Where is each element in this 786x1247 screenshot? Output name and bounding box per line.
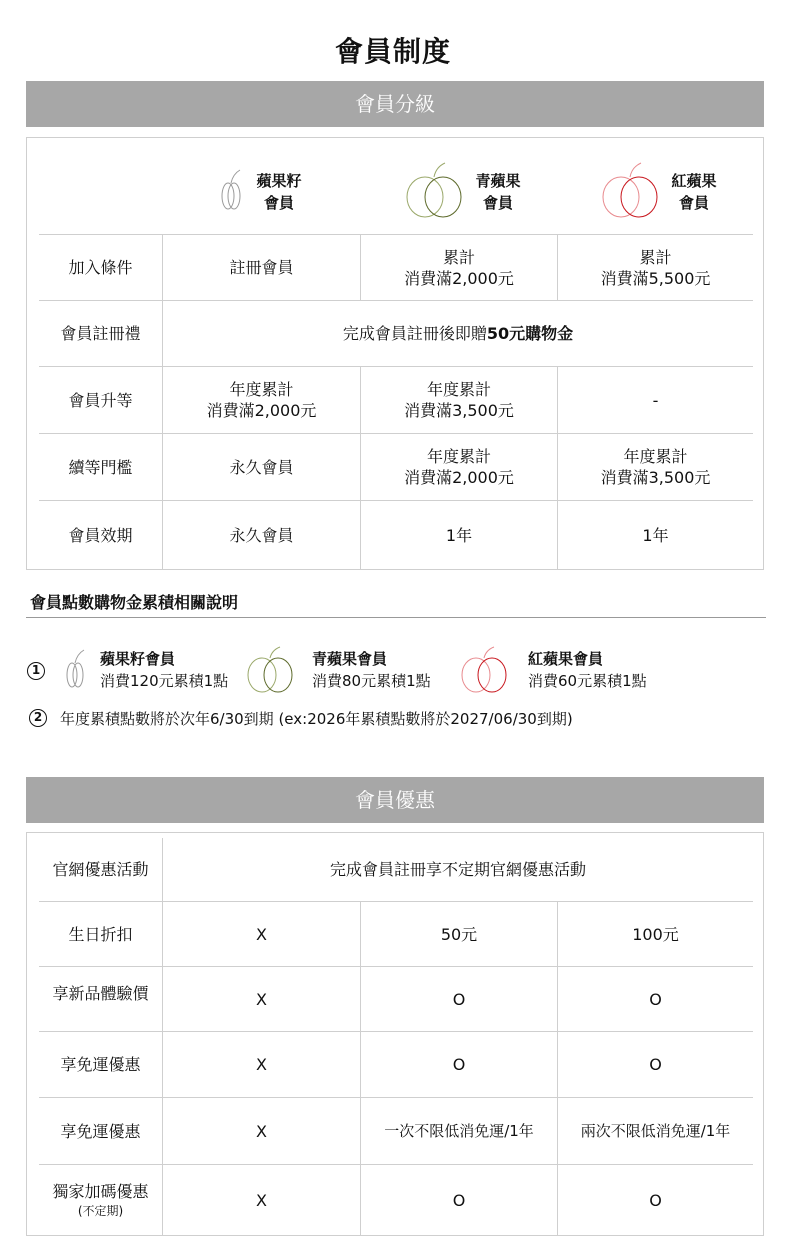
benefits-section-bar	[26, 777, 764, 823]
green-apple-icon	[244, 645, 300, 695]
cell-red: 累計 消費滿5,500元	[557, 235, 753, 300]
row-label-note: (不定期)	[77, 1203, 124, 1218]
cell-green: 1年	[360, 501, 557, 569]
row-label: 官網優惠活動	[39, 838, 163, 901]
cell-seed: X	[256, 1121, 267, 1141]
tier-row-validity	[39, 501, 753, 569]
cell-green: 50元	[360, 902, 557, 966]
points-heading: 會員點數購物金累積相關說明	[30, 593, 239, 612]
row-label: 享新品體驗價	[39, 967, 163, 1031]
cell-green: O	[360, 1032, 557, 1097]
points-tier-rule: 消費120元累積1點	[100, 672, 229, 690]
cell-seed: 永久會員	[229, 457, 294, 477]
benefit-row-shipping-extra	[39, 1098, 753, 1165]
points-item-green	[244, 645, 444, 695]
benefit-row-birthday	[39, 902, 753, 967]
row-label: 會員註冊禮	[39, 301, 163, 366]
tier-sub-red: 會員	[678, 194, 709, 212]
tier-row-join	[39, 235, 753, 301]
cell-seed: 永久會員	[229, 525, 294, 545]
tier-header	[39, 138, 753, 235]
points-divider	[26, 617, 766, 618]
cell-red: O	[557, 967, 753, 1031]
tier-row-upgrade	[39, 367, 753, 434]
cell-red: 兩次不限低消免運/1年	[557, 1098, 753, 1164]
note-number-2: 2	[29, 709, 47, 727]
red-apple-icon	[458, 645, 514, 695]
cell-red: O	[557, 1165, 753, 1235]
cell-seed: X	[256, 1190, 267, 1210]
cell-green: O	[360, 967, 557, 1031]
cell-red: 年度累計 消費滿3,500元	[557, 434, 753, 500]
row-label: 享免運優惠	[39, 1032, 163, 1097]
cell-red: 100元	[557, 902, 753, 966]
cell-green: 一次不限低消免運/1年	[360, 1098, 557, 1164]
cell-seed: 註冊會員	[229, 258, 294, 277]
points-item-red	[458, 645, 678, 695]
cell-red: O	[557, 1032, 753, 1097]
points-tier-name: 紅蘋果會員	[528, 650, 604, 668]
cell-green: O	[360, 1165, 557, 1235]
cell-seed: X	[256, 989, 267, 1009]
tier-name-green: 青蘋果	[475, 172, 521, 190]
benefit-row-newproduct	[39, 967, 753, 1032]
tier-sub-green: 會員	[482, 194, 513, 212]
apple-seed-icon	[219, 160, 249, 216]
tier-sub-seed: 會員	[263, 194, 294, 212]
row-label: 會員效期	[39, 501, 163, 569]
cell-red: 1年	[557, 501, 753, 569]
apple-seed-icon	[64, 645, 94, 693]
page-title: 會員制度	[334, 35, 451, 68]
tiers-table	[26, 137, 764, 570]
tier-name-red: 紅蘋果	[671, 172, 717, 190]
cell-green: 累計 消費滿2,000元	[360, 235, 557, 300]
points-expiry-note: 年度累積點數將於次年6/30到期 (ex:2026年累積點數將於2027/06/30到期)	[60, 710, 573, 728]
benefit-row-web	[39, 838, 753, 902]
row-label: 生日折扣	[39, 902, 163, 966]
cell-green: 年度累計 消費滿2,000元	[360, 434, 557, 500]
row-label: 續等門檻	[39, 434, 163, 500]
points-item-seed	[64, 645, 244, 695]
tier-row-gift	[39, 301, 753, 367]
benefits-section-title: 會員優惠	[355, 788, 435, 812]
tier-row-renew	[39, 434, 753, 501]
cell-green: 年度累計 消費滿3,500元	[360, 367, 557, 433]
benefits-table	[26, 832, 764, 1236]
points-tier-rule: 消費80元累積1點	[312, 672, 431, 690]
tier-name-seed: 蘋果籽	[256, 172, 302, 190]
row-label: 享免運優惠	[39, 1098, 163, 1164]
gift-amount: 50元購物金	[486, 324, 574, 343]
points-tier-name: 青蘋果會員	[312, 650, 388, 668]
tiers-section-bar	[26, 81, 764, 127]
tiers-section-title: 會員分級	[355, 92, 435, 116]
benefit-row-exclusive	[39, 1165, 753, 1235]
cell-seed: 年度累計 消費滿2,000元	[206, 380, 317, 420]
tier-badge-seed	[219, 160, 419, 216]
row-label: 加入條件	[39, 235, 163, 300]
row-label-main: 獨家加碼優惠	[52, 1181, 149, 1201]
row-label: 會員升等	[39, 367, 163, 433]
points-tier-name: 蘋果籽會員	[100, 650, 176, 668]
cell-span: 完成會員註冊享不定期官網優惠活動	[329, 860, 586, 879]
note-number-1: 1	[27, 662, 45, 680]
row-label	[39, 1165, 163, 1235]
points-tier-rule: 消費60元累積1點	[528, 672, 647, 690]
cell-seed: X	[256, 1055, 267, 1074]
tier-badge-green	[403, 160, 603, 216]
cell-red: -	[557, 367, 753, 433]
cell-span	[163, 301, 753, 366]
gift-text: 完成會員註冊後即贈	[342, 324, 487, 343]
tier-badge-red	[599, 160, 786, 216]
benefit-row-shipping	[39, 1032, 753, 1098]
cell-seed: X	[256, 924, 267, 944]
